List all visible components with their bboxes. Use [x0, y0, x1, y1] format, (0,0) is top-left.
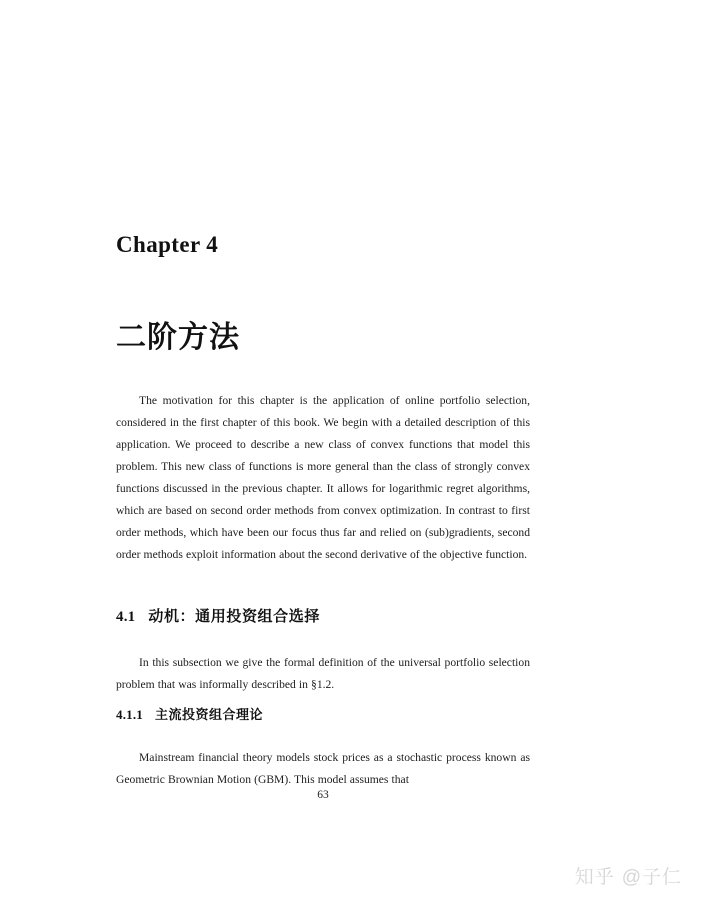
watermark-brand: 知乎: [574, 867, 615, 888]
page-number: 63: [317, 789, 329, 801]
intro-paragraph: The motivation for this chapter is the application of online portfolio selection, considered in the first chapter of this book. We begin with a detailed description of this application. We proceed to describe a new class of convex functions that model this problem. This new class of functions is more general than the class of strongly convex functions discussed in the previous chapter. It allows for logarithmic regret algorithms, which are based on second order methods from convex optimization. In contrast to first order methods, which have been our focus thus far and relied on (sub)gradients, second order methods exploit information about the second derivative of the objective function.: [116, 393, 530, 562]
section-number-4-1: 4.1: [116, 609, 136, 625]
section-heading-4-1-1: [116, 704, 263, 724]
chapter-title: 二阶方法: [116, 321, 240, 355]
section-title-4-1-1: 主流投资组合理论: [155, 707, 264, 722]
watermark-username: @子仁: [621, 867, 682, 888]
chapter-number-heading: Chapter 4: [116, 232, 219, 257]
watermark: [575, 862, 682, 889]
section-heading-4-1: [116, 605, 320, 626]
section-number-4-1-1: 4.1.1: [116, 707, 143, 722]
section-title-4-1: 动机：通用投资组合选择: [148, 608, 320, 625]
mainstream-theory-paragraph: Mainstream financial theory models stock prices as a stochastic process known as Geometric Brownian Motion (GBM). This model assumes that: [116, 750, 530, 786]
subsection-intro-paragraph: In this subsection we give the formal definition of the universal portfolio selection problem that was informally described in §1.2.: [116, 655, 530, 691]
